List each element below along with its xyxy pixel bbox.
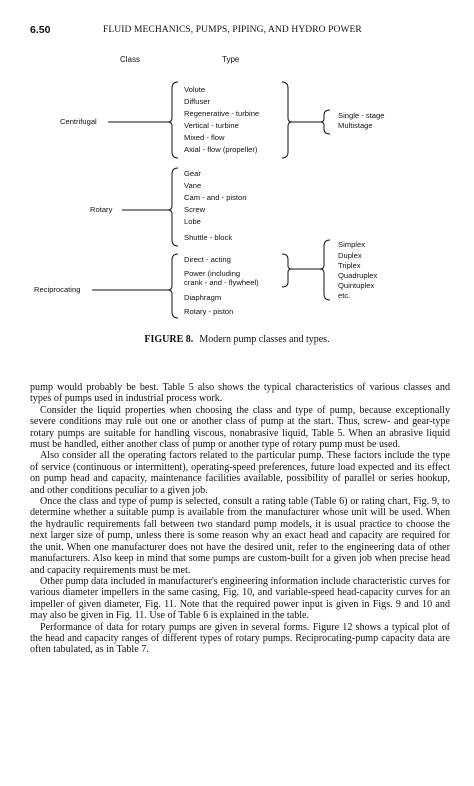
paragraph: pump would probably be best. Table 5 also shows the typical characteristics of various classes and types of pumps used in industrial process work. [30, 382, 450, 405]
reciprocating-left-brace [168, 254, 178, 318]
figure-caption-text: Modern pump classes and types. [199, 334, 330, 345]
class-column-header: Class [120, 55, 141, 64]
class-rotary: Rotary [90, 205, 113, 214]
page-number: 6.50 [30, 24, 51, 36]
stage-single: Single - stage [338, 111, 385, 120]
type-direct-acting: Direct - acting [184, 255, 231, 264]
centrifugal-right-brace [282, 82, 292, 158]
stage-brace [320, 110, 330, 134]
type-crank-and-flywheel: crank - and - flywheel) [184, 278, 259, 287]
paragraph: Performance of data for rotary pumps are given in several forms. Figure 12 shows a typical plot of the head and capacity ranges of different types of rotary pumps. Reciprocating-pump capacity data are often tabulated, as in Table 7. [30, 621, 450, 656]
paragraph: Also consider all the operating factors related to the particular pump. These factors include the type of service (continuous or intermittent), operating-speed preferences, future load expected and its effect on pump head and capacity, maintenance facilities available, possibility of parallel or series hookup, and other conditions peculiar to a given job. [30, 450, 450, 496]
stage-multi: Multistage [338, 121, 373, 130]
type-rotary-piston: Rotary - piston [184, 307, 234, 316]
type-axial-flow: Axial - flow (propeller) [184, 145, 258, 154]
paragraph: Once the class and type of pump is selected, consult a rating table (Table 6) or rating chart, Fig. 9, to determine whether a suitable pump is available from the manufacturer whose unit will be used. When the hydraulic requirements fall between two standard pump models, it is usual practice to choose the next larger size of pump, unless there is some reason why an exact head and capacity are required for the unit. When one manufacturer does not have the desired unit, refer to the engineering data of other manufacturers. Also keep in mind that some pumps are custom-built for a given job when precise head and capacity requirements must be met. [30, 496, 450, 576]
class-reciprocating: Reciprocating [34, 285, 81, 294]
pump-classes-figure [0, 48, 474, 328]
centrifugal-left-brace [168, 82, 178, 158]
body-text [30, 382, 450, 656]
type-gear: Gear [184, 169, 201, 178]
type-diaphragm: Diaphragm [184, 293, 222, 302]
type-lobe: Lobe [184, 217, 201, 226]
type-column-header: Type [222, 55, 240, 64]
type-diffuser: Diffuser [184, 97, 211, 106]
type-cam-and-piston: Cam - and - piston [184, 193, 247, 202]
running-title: FLUID MECHANICS, PUMPS, PIPING, AND HYDRO POWER [103, 25, 362, 35]
type-regenerative-turbine: Regenerative - turbine [184, 109, 260, 118]
variant-duplex: Duplex [338, 251, 362, 260]
type-power: Power (including [184, 269, 241, 278]
variant-brace [320, 240, 330, 300]
variant-quadruplex: Quadruplex [338, 271, 378, 280]
class-centrifugal: Centrifugal [60, 117, 97, 126]
type-screw: Screw [184, 205, 206, 214]
reciprocating-right-brace [282, 254, 292, 287]
variant-triplex: Triplex [338, 261, 361, 270]
figure-caption [0, 334, 474, 345]
variant-etc: etc. [338, 291, 351, 300]
type-mixed-flow: Mixed - flow [184, 133, 225, 142]
paragraph: Consider the liquid properties when choosing the class and type of pump, because exceptionally severe conditions may rule out one or another class of pump at the start. Thus, screw- and gear-type rotary pumps are suitable for handling viscous, nonabrasive liquid, Table 5. When an abrasive liquid must be handled, either another class of pump or another type of rotary pump must be used. [30, 404, 450, 451]
type-volute: Volute [184, 85, 206, 94]
type-vane: Vane [184, 181, 202, 190]
variant-simplex: Simplex [338, 240, 366, 249]
variant-quintuplex: Quintuplex [338, 281, 375, 290]
paragraph: Other pump data included in manufacturer's engineering information include characteristic curves for various diameter impellers in the same casing, Fig. 10, and variable-speed head-capacity curves for an impeller of given diameter, Fig. 11. Note that the required power input is given in Figs. 9 and 10 and may also be given in Fig. 11. Use of Table 6 is explained in the table. [30, 575, 450, 622]
type-shuttle-block: Shuttle - block [184, 233, 233, 242]
figure-label: FIGURE 8. [144, 334, 194, 345]
rotary-brace [168, 168, 178, 246]
type-vertical-turbine: Vertical - turbine [184, 121, 239, 130]
